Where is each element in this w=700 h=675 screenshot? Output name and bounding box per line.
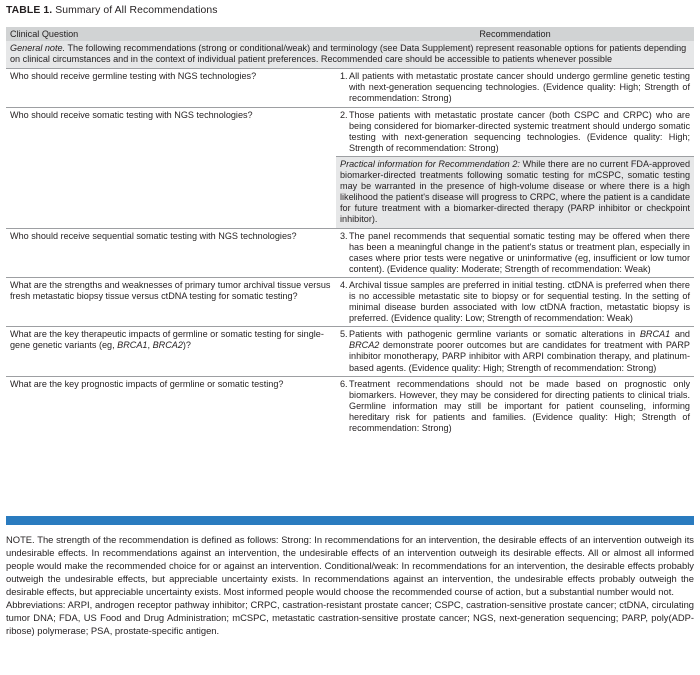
clinical-question xyxy=(6,327,336,376)
general-note xyxy=(6,41,694,69)
table-footer-bar xyxy=(6,516,694,525)
clinical-question: Who should receive somatic testing with NGS technologies? xyxy=(6,107,336,156)
table-row xyxy=(6,376,694,436)
clinical-question: Who should receive sequential somatic testing with NGS technologies? xyxy=(6,228,336,277)
recommendation-text: The panel recommends that sequential somatic testing may be offered when there has been a meaningful change in the patient's status or treatment plan, especially in cases where prior tests were negative or uninformative (eg, insufficient or low tumor content). (Evidence quality: Moderate; Strength of recommendation: Weak) xyxy=(349,230,690,274)
table-row xyxy=(6,107,694,156)
recommendation-cell xyxy=(336,228,694,277)
clinical-question: What are the key prognostic impacts of germline or somatic testing? xyxy=(6,376,336,436)
table-row xyxy=(6,327,694,376)
practical-info-row xyxy=(6,156,694,228)
gene-name: BRCA2 xyxy=(152,340,183,351)
recommendation-cell xyxy=(336,327,694,376)
recommendation-cell xyxy=(336,376,694,436)
header-recommendation: Recommendation xyxy=(336,27,694,41)
recommendation-number: 4. xyxy=(340,279,348,290)
recommendation-number: 1. xyxy=(340,71,348,82)
header-row xyxy=(6,27,694,41)
recommendation-text: All patients with metastatic prostate cancer should undergo germline genetic testing with next-generation sequencing technologies. (Evidence quality: High; Strength of recommendation: Strong) xyxy=(349,71,690,104)
recommendation-text: Treatment recommendations should not be made based on prognostic only biomarkers. However, they may be considered for directing patients to clinical trials. Germline information may still be important for patient counseling, informing hereditary risk for patients and families. (Evidence quality: High; Strength of recommendation: Strong) xyxy=(349,378,690,433)
recommendation-cell xyxy=(336,107,694,156)
empty-cell xyxy=(6,156,336,228)
recommendation-text: Archival tissue samples are preferred in initial testing. ctDNA is preferred when there is no accessible metastatic site to biopsy or for sequential testing. In the setting of minimal disease burden associated with low ctDNA fraction, metastatic biopsy is preferred. (Evidence quality: Low; Strength of recommendation: Weak) xyxy=(349,279,690,324)
recommendation-text: Those patients with metastatic prostate cancer (both CSPC and CRPC) who are being considered for biomarker-directed systemic treatment should undergo somatic testing with next-generation sequencing technologies. (Evidence quality: High; Strength of recommendation: Strong) xyxy=(349,109,690,153)
general-note-text: The following recommendations (strong or conditional/weak) and terminology (see Data Supplement) represent reasonable options for patients depending on clinical circumstances and in the context of individual patient preferences. Recommended care should be accessible to patients whenever possible xyxy=(10,43,687,65)
question-text: What are the key therapeutic impacts of germline or somatic testing for single-gene genetic variants (eg, xyxy=(10,329,324,351)
general-note-label: General note. xyxy=(10,43,66,54)
recommendation-number: 6. xyxy=(340,378,348,389)
header-clinical-question: Clinical Question xyxy=(6,27,336,41)
table-title xyxy=(6,5,218,16)
clinical-question: Who should receive germline testing with NGS technologies? xyxy=(6,69,336,107)
table-row xyxy=(6,277,694,326)
clinical-question: What are the strengths and weaknesses of primary tumor archival tissue versus fresh metastatic biopsy tissue versus ctDNA testing for somatic testing? xyxy=(6,277,336,326)
practical-info xyxy=(336,156,694,228)
table-notes xyxy=(6,533,694,637)
rec-text: and xyxy=(670,329,690,340)
practical-info-text: While there are no current FDA-approved biomarker-directed treatments following somatic testing for mCSPC, somatic testing may be warranted in the presence of high-volume disease or where there is a high likelihood the patient's disease will progress to CRPC, where the patient is a candidate for future treatment with a biomarker-directed therapy (PARP inhibitor or checkpoint inhibitor). xyxy=(340,158,691,225)
practical-info-label: Practical information for Recommendation 2: xyxy=(340,158,520,169)
rec-text: Patients with pathogenic germline variants or somatic alterations in xyxy=(349,329,640,340)
recommendation-number: 2. xyxy=(340,109,348,120)
recommendation-number: 3. xyxy=(340,230,348,241)
recommendation-text xyxy=(349,329,690,373)
gene-name: BRCA1 xyxy=(639,329,671,340)
table-label: TABLE 1. xyxy=(6,5,53,16)
gene-name: BRCA2 xyxy=(349,340,380,351)
question-text: , xyxy=(147,340,153,351)
strength-note: NOTE. The strength of the recommendation is defined as follows: Strong: In recommendations for an intervention, the desirable effects of an intervention outweigh its undesirable effects. In recommendations against an intervention, the undesirable effects of an intervention outweigh its desirable effects. All or almost all informed people would make the recommended choice for or against an intervention. Conditional/weak: In recommendations for an intervention, the desirable effects probably outweigh the undesirable effects, but appreciable uncertainty exists. In recommendations against an intervention, the undesirable effects probably outweigh the desirable effects, but appreciable uncertainty exists. Most informed people would choose the recommended course of action, but a substantial number would not. xyxy=(6,534,694,597)
recommendation-number: 5. xyxy=(340,329,348,340)
recommendations-table xyxy=(6,27,694,436)
general-note-row xyxy=(6,41,694,69)
table-row xyxy=(6,69,694,107)
recommendation-cell xyxy=(336,69,694,107)
abbreviations: Abbreviations: ARPI, androgen receptor pathway inhibitor; CRPC, castration-resistant prostate cancer; CSPC, castration-sensitive prostate cancer; ctDNA, circulating tumor DNA; FDA, US Food and Drug Administration; mCSPC, metastatic castration-sensitive prostate cancer; NGS, next-generation sequencing; PARP, poly(ADP-ribose) polymerase; PSA, prostate-specific antigen. xyxy=(6,599,694,636)
recommendation-cell xyxy=(336,277,694,326)
table-caption: Summary of All Recommendations xyxy=(55,5,218,16)
table-row xyxy=(6,228,694,277)
rec-text: demonstrate poorer outcomes but are candidates for treatment with PARP inhibitor monotherapy, PARP inhibitor with ARPI combination therapy, and platinum-based agents. (Evidence quality: High; Strength of recommendation: Strong) xyxy=(349,340,690,373)
question-text: )? xyxy=(182,340,191,351)
gene-name: BRCA1 xyxy=(117,340,148,351)
